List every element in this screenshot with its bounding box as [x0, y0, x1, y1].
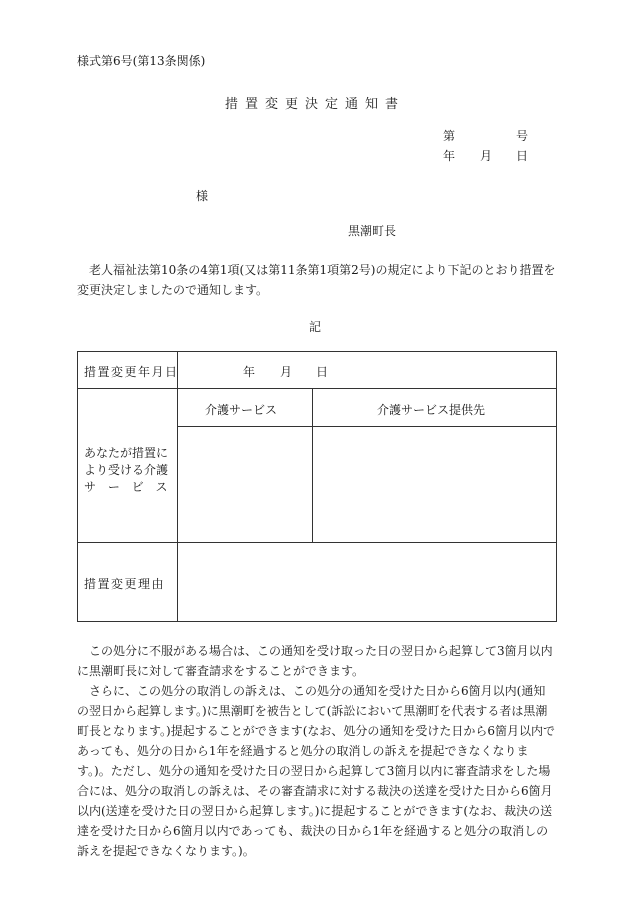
- table-line: [77, 388, 557, 389]
- table-line: [177, 351, 178, 622]
- body-paragraph: 老人福祉法第10条の4第1項(又は第11条第1項第2号)の規定により下記のとおり措置を変更決定しましたので通知します。: [77, 263, 556, 297]
- doc-number-suffix: 号: [515, 129, 528, 143]
- doc-number-prefix: 第: [443, 129, 456, 143]
- date-month: 月: [480, 149, 493, 163]
- form-id: 様式第6号(第13条関係): [77, 54, 206, 68]
- row-change-date-month: 月: [280, 365, 293, 379]
- table-line: [312, 388, 313, 542]
- date-day: 日: [515, 149, 528, 163]
- sender-name: 黒潮町長: [348, 224, 397, 238]
- ki-heading: 記: [308, 320, 321, 334]
- table-line: [77, 351, 78, 622]
- date-year: 年: [443, 149, 456, 163]
- table-line: [77, 621, 557, 622]
- row-change-date-year: 年: [243, 365, 256, 379]
- table-line: [556, 351, 557, 622]
- table-line: [77, 351, 557, 352]
- row-change-date-day: 日: [316, 365, 329, 379]
- row-care-service-label-3: サ ー ビ ス: [84, 480, 168, 494]
- col-care-service-header: 介護サービス: [205, 403, 278, 417]
- row-change-date-label: 措置変更年月日: [84, 365, 179, 379]
- note-paragraph-2: さらに、この処分の取消しの訴えは、この処分の通知を受けた日から6箇月以内(通知の翌日から起算します。)に黒潮町を被告として(訴訟において黒潮町を代表する者は黒潮町長となります。)提起することができます(なお、処分の通知を受けた日から6箇月以内であっても、処分の日から1年を経過すると処分の取消しの訴えを提起できなくなります。)。ただし、処分の通知を受けた日の翌日から起算して3箇月以内に審査請求をした場合には、処分の取消しの訴えは、その審査請求に対する裁決の送達を受けた日から6箇月以内(送達を受けた日の翌日から起算します。)に提起することができます(なお、裁決の送達を受けた日から6箇月以内であっても、裁決の日から1年を経過すると処分の取消しの訴えを提起できなくなります。)。: [77, 684, 556, 858]
- recipient-suffix: 様: [196, 189, 209, 203]
- col-care-provider-header: 介護サービス提供先: [377, 403, 486, 417]
- row-care-service-label-2: より受ける介護: [84, 463, 169, 477]
- table-line: [177, 426, 557, 427]
- measure-change-table: [77, 351, 557, 622]
- row-care-service-label-1: あなたが措置に: [84, 446, 169, 460]
- table-line: [77, 542, 557, 543]
- notes-section: [77, 641, 557, 861]
- note-paragraph-1: この処分に不服がある場合は、この通知を受け取った日の翌日から起算して3箇月以内に黒潮町長に対して審査請求をすることができます。: [77, 644, 553, 678]
- document-title: 措置変更決定通知書: [224, 97, 405, 112]
- row-change-reason-label: 措置変更理由: [84, 577, 166, 591]
